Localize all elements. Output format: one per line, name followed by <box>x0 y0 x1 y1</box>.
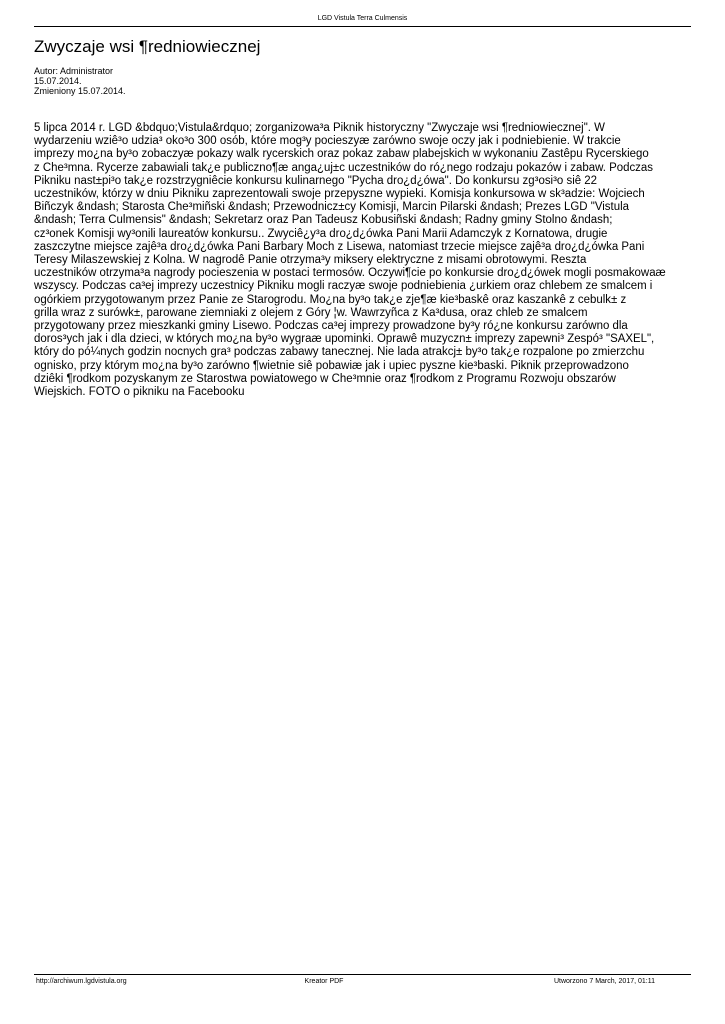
body-line: grilla wraz z surówk±, parowane ziemniaki z olejem z Góry ¦w. Wawrzyñca z Ka³dusa, oraz chleb ze smalcem <box>34 306 588 319</box>
page-header: LGD Vistula Terra Culmensis <box>317 15 408 22</box>
body-line: wydarzeniu wziê³o udzia³ oko³o 300 osób, które mog³y pocieszyæ zarówno swoje oczy jak i podniebienie. W trakcie <box>34 135 621 148</box>
body-line: doros³ych jak i dla dzieci, w których mo¿na by³o wygraæ upominki. Oprawê muzyczn± imprezy zapewni³ Zespó³ "SAXEL", <box>34 333 655 346</box>
body-line: z Che³mna. Rycerze zabawiali tak¿e publiczno¶æ anga¿uj±c uczestników do ró¿nego rodzaju pokazów i zabaw. Podczas <box>34 161 653 174</box>
body-line: ognisko, przy którym mo¿na by³o zarówno ¶wietnie siê pobawiæ jak i upiec pyszne kie³baski. Piknik przeprowadzono <box>34 359 629 372</box>
body-line: wszyscy. Podczas ca³ej imprezy uczestnicy Pikniku mogli raczyæ swoje podniebienia ¿urkiem oraz chlebem ze smalcem i <box>34 280 653 293</box>
body-line: 5 lipca 2014 r. LGD &bdquo;Vistula&rdquo; zorganizowa³a Piknik historyczny "Zwyczaje wsi ¶redniowiecznej". W <box>34 122 605 134</box>
body-line: Biñczyk &ndash; Starosta Che³miñski &ndash; Przewodnicz±cy Komisji, Marcin Pilarski &ndash; Prezes LGD "Vistula <box>34 201 629 214</box>
body-line: dziêki ¶rodkom pozyskanym ze Starostwa powiatowego w Che³mnie oraz ¶rodkom z Programu Rozwoju obszarów <box>34 372 616 385</box>
footer-created-date: Utworzono 7 March, 2017, 01:11 <box>553 978 655 985</box>
footer-generator: Kreator PDF <box>304 978 344 985</box>
body-line: ogórkiem przygotowanym przez Panie ze Starogrodu. Mo¿na by³o tak¿e zje¶æ kie³baskê oraz kaszankê z cebulk± z <box>34 293 627 306</box>
article-body <box>34 122 724 399</box>
article-modified-date: Zmieniony 15.07.2014. <box>34 86 126 97</box>
page-footer <box>34 977 691 987</box>
article-title: Zwyczaje wsi ¶redniowiecznej <box>34 37 261 56</box>
body-line: zaszczytne miejsce zajê³a dro¿d¿ówka Pani Barbary Moch z Lisewa, natomiast trzecie miejsce zajê³a dro¿d¿ówka Pani <box>34 240 645 253</box>
body-line: Wiejskich. FOTO o pikniku na Facebooku <box>34 386 245 399</box>
body-line: Teresy Milaszewskiej z Kolna. W nagrodê Panie otrzyma³y miksery elektryczne z misami obrotowymi. Reszta <box>34 254 587 267</box>
body-line: uczestników otrzyma³a nagrody pocieszenia w postaci termosów. Oczywi¶cie po konkursie dro¿d¿ówek mogli posmakowaæ <box>34 267 666 280</box>
article-date: 15.07.2014. <box>34 76 82 87</box>
header-divider <box>34 26 691 27</box>
body-line: uczestników, którzy w dniu Pikniku zaprezentowali swoje przepyszne wypieki. Komisja konkursowa w sk³adzie: Wojciech <box>34 188 645 201</box>
body-line: &ndash; Terra Culmensis" &ndash; Sekretarz oraz Pan Tadeusz Kobusiñski &ndash; Radny gminy Stolno &ndash; <box>34 214 613 227</box>
article-meta <box>34 66 126 97</box>
footer-url: http://archiwum.lgdvistula.org <box>36 978 127 985</box>
body-line: cz³onek Komisji wy³onili laureatów konkursu.. Zwyciê¿y³a dro¿d¿ówka Pani Marii Adamczyk z Kornatowa, drugie <box>34 227 608 240</box>
footer-divider <box>34 974 691 975</box>
body-line: Pikniku nast±pi³o tak¿e rozstrzygniêcie konkursu kulinarnego "Pycha dro¿d¿ówa". Do konkursu zg³osi³o siê 22 <box>34 174 598 187</box>
body-line: imprezy mo¿na by³o zobaczyæ pokazy walk rycerskich oraz pokaz zabaw plabejskich w wykonaniu Zastêpu Rycerskiego <box>34 148 649 161</box>
body-line: przygotowany przez mieszkanki gminy Lisewo. Podczas ca³ej imprezy prowadzone by³y ró¿ne konkursu zarówno dla <box>34 320 628 333</box>
article-author: Autor: Administrator <box>34 66 114 76</box>
body-line: który do pó¼nych godzin nocnych gra³ podczas zabawy tanecznej. Nie lada atrakcj± by³o tak¿e rozpalone po zmierzchu <box>34 346 645 359</box>
